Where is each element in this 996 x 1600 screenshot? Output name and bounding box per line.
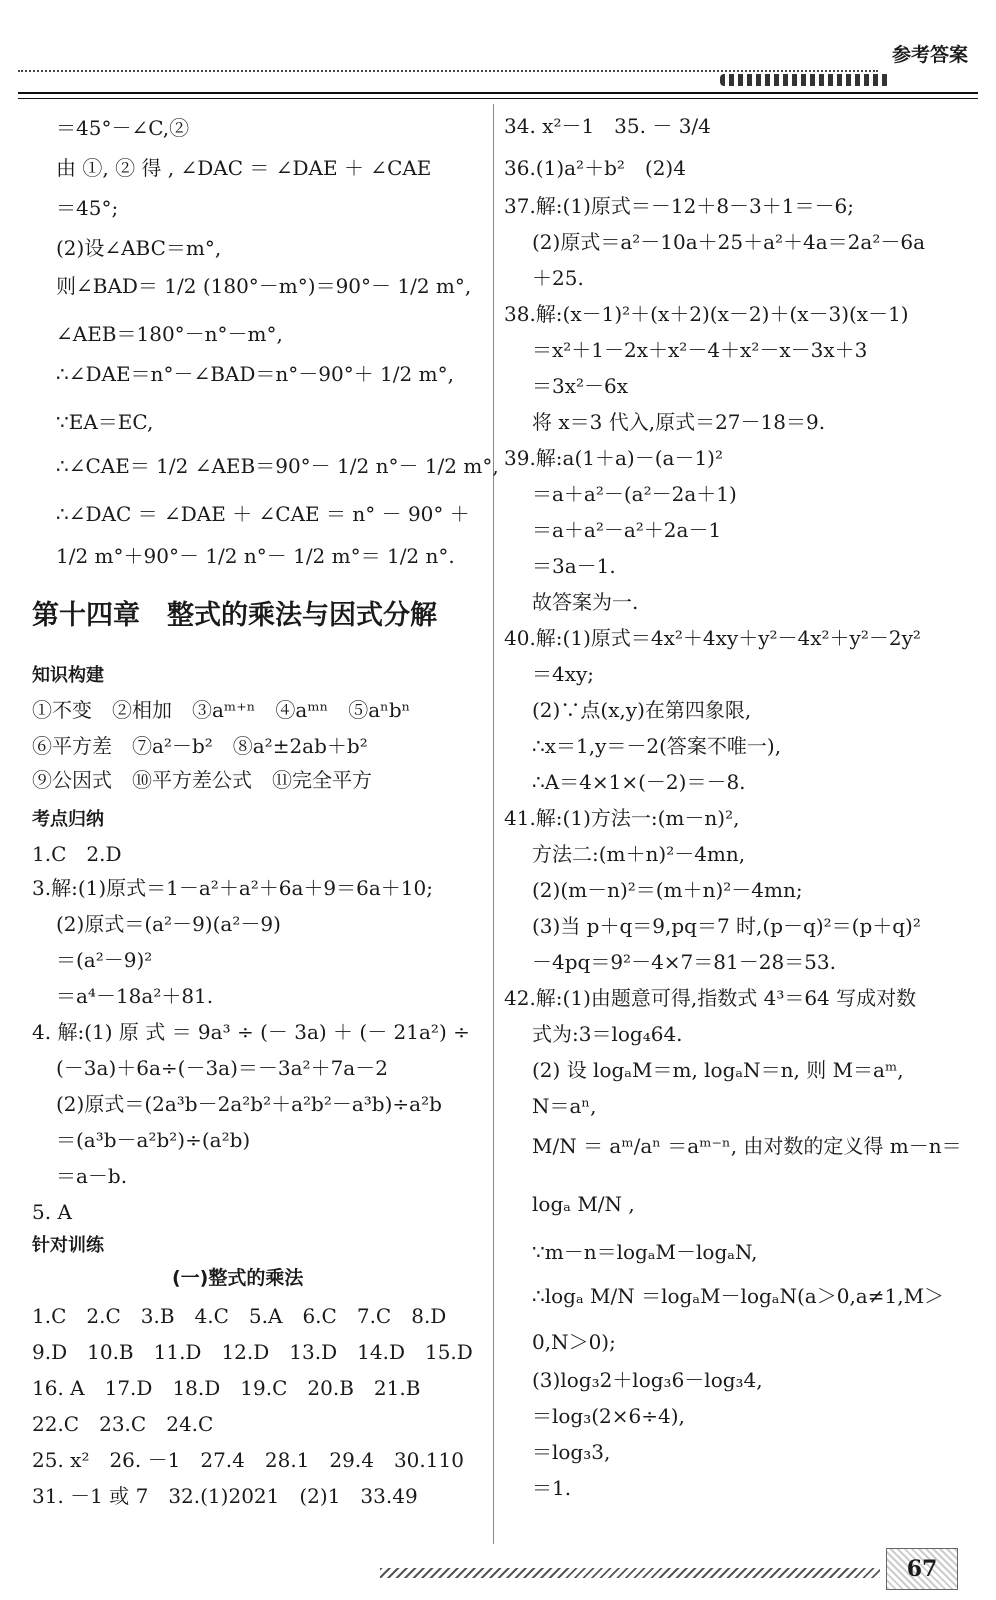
right-line: (3)当 p＋q＝9,pq＝7 时,(p－q)²＝(p＋q)²: [532, 914, 921, 938]
right-line: ＝4xy;: [532, 662, 595, 686]
left-line: (2)原式＝(a²－9)(a²－9): [56, 912, 281, 936]
right-line: 将 x＝3 代入,原式＝27－18＝9.: [532, 410, 826, 434]
right-line: 40.解:(1)原式＝4x²＋4xy＋y²－4x²＋y²－2y²: [504, 626, 921, 650]
left-line: ＝a－b.: [56, 1164, 128, 1188]
left-line: ∠AEB＝180°－n°－m°,: [56, 322, 283, 346]
right-line: ＝x²＋1－2x＋x²－4＋x²－x－3x＋3: [532, 338, 868, 362]
header-ornament: [720, 74, 890, 86]
right-line: 39.解:a(1＋a)－(a－1)²: [504, 446, 723, 470]
left-line: 知识构建: [32, 665, 104, 686]
left-line: ∴∠DAC ＝ ∠DAE ＋ ∠CAE ＝ n° － 90° ＋: [56, 502, 470, 526]
left-line: 考点归纳: [32, 809, 104, 830]
right-line: 36.(1)a²＋b² (2)4: [504, 156, 686, 180]
footer-stripe: [380, 1568, 880, 1578]
right-line: 34. x²－1 35. － 3/4: [504, 114, 711, 138]
right-line: 式为:3＝log₄64.: [532, 1022, 683, 1046]
right-line: ＝log₃(2×6÷4),: [532, 1404, 685, 1428]
right-line: (3)log₃2＋log₃6－log₃4,: [532, 1368, 763, 1392]
left-line: 由 ①, ② 得 , ∠DAC ＝ ∠DAE ＋ ∠CAE: [56, 156, 432, 180]
left-line: ＝(a³b－a²b²)÷(a²b): [56, 1128, 251, 1152]
column-divider: [493, 104, 494, 1544]
left-line: 第十四章 整式的乘法与因式分解: [32, 600, 437, 631]
left-line: 1/2 m°＋90°－ 1/2 n°－ 1/2 m°＝ 1/2 n°.: [56, 544, 455, 568]
left-line: ＝(a²－9)²: [56, 948, 153, 972]
page-number: 67: [886, 1548, 958, 1590]
left-line: ∴∠CAE＝ 1/2 ∠AEB＝90°－ 1/2 n°－ 1/2 m°,: [56, 454, 499, 478]
right-line: ＝1.: [532, 1476, 572, 1500]
right-line: ＋25.: [532, 266, 584, 290]
right-line: 0,N＞0);: [532, 1330, 616, 1354]
right-line: (2) 设 logₐM＝m, logₐN＝n, 则 M＝aᵐ,: [532, 1058, 904, 1082]
right-line: ∵m－n＝logₐM－logₐN,: [532, 1240, 758, 1264]
right-line: ∴A＝4×1×(－2)＝－8.: [532, 770, 746, 794]
right-line: ＝3x²－6x: [532, 374, 629, 398]
left-line: 1.C 2.C 3.B 4.C 5.A 6.C 7.C 8.D: [32, 1304, 447, 1328]
left-line: ∴∠DAE＝n°－∠BAD＝n°－90°＋ 1/2 m°,: [56, 362, 454, 386]
right-line: ∴x＝1,y＝－2(答案不唯一),: [532, 734, 782, 758]
right-line: (2)原式＝a²－10a＋25＋a²＋4a＝2a²－6a: [532, 230, 925, 254]
left-line: 1.C 2.D: [32, 842, 122, 866]
left-line: ∵EA＝EC,: [56, 410, 154, 434]
right-line: ＝3a－1.: [532, 554, 616, 578]
left-line: ＝45°－∠C,②: [56, 116, 190, 140]
left-line: 5. A: [32, 1200, 72, 1224]
left-line: 22.C 23.C 24.C: [32, 1412, 214, 1436]
left-line: (－3a)＋6a÷(－3a)＝－3a²＋7a－2: [56, 1056, 388, 1080]
right-line: 37.解:(1)原式＝－12＋8－3＋1＝－6;: [504, 194, 854, 218]
left-line: ①不变 ②相加 ③aᵐ⁺ⁿ ④aᵐⁿ ⑤aⁿbⁿ: [32, 698, 411, 722]
right-line: ＝a＋a²－a²＋2a－1: [532, 518, 722, 542]
right-line: －4pq＝9²－4×7＝81－28＝53.: [532, 950, 836, 974]
left-line: 针对训练: [32, 1235, 104, 1256]
left-line: 3.解:(1)原式＝1－a²＋a²＋6a＋9＝6a＋10;: [32, 876, 433, 900]
right-line: 41.解:(1)方法一:(m－n)²,: [504, 806, 740, 830]
left-line: ⑥平方差 ⑦a²－b² ⑧a²±2ab＋b²: [32, 734, 368, 758]
header-rule-thin: [18, 98, 978, 99]
header-title: 参考答案: [891, 44, 968, 66]
right-line: M/N ＝ aᵐ/aⁿ ＝aᵐ⁻ⁿ, 由对数的定义得 m－n＝: [532, 1134, 962, 1158]
left-line: (2)原式＝(2a³b－2a²b²＋a²b²－a³b)÷a²b: [56, 1092, 442, 1116]
right-line: 故答案为一.: [532, 590, 639, 614]
left-line: (2)设∠ABC＝m°,: [56, 236, 222, 260]
left-line: 16. A 17.D 18.D 19.C 20.B 21.B: [32, 1376, 421, 1400]
right-line: 方法二:(m＋n)²－4mn,: [532, 842, 746, 866]
right-line: ＝a＋a²－(a²－2a＋1): [532, 482, 737, 506]
right-line: (2)∵点(x,y)在第四象限,: [532, 698, 752, 722]
left-line: 31. －1 或 7 32.(1)2021 (2)1 33.49: [32, 1484, 418, 1508]
left-line: 则∠BAD＝ 1/2 (180°－m°)＝90°－ 1/2 m°,: [56, 274, 472, 298]
left-line: 25. x² 26. －1 27.4 28.1 29.4 30.110: [32, 1448, 464, 1472]
header-rule: [18, 92, 978, 94]
left-line: ＝45°;: [56, 196, 119, 220]
left-line: ＝a⁴－18a²＋81.: [56, 984, 214, 1008]
left-line: 4. 解:(1) 原 式 ＝ 9a³ ÷ (－ 3a) ＋ (－ 21a²) ÷: [32, 1020, 470, 1044]
left-line: (一)整式的乘法: [172, 1267, 304, 1289]
right-line: N＝aⁿ,: [532, 1094, 597, 1118]
left-line: ⑨公因式 ⑩平方差公式 ⑪完全平方: [32, 768, 372, 792]
right-line: ∴logₐ M/N ＝logₐM－logₐN(a＞0,a≠1,M＞: [532, 1284, 945, 1308]
right-line: ＝log₃3,: [532, 1440, 611, 1464]
right-line: 38.解:(x－1)²＋(x＋2)(x－2)＋(x－3)(x－1): [504, 302, 909, 326]
right-line: 42.解:(1)由题意可得,指数式 4³＝64 写成对数: [504, 986, 917, 1010]
right-line: (2)(m－n)²＝(m＋n)²－4mn;: [532, 878, 803, 902]
right-line: logₐ M/N ,: [532, 1192, 635, 1216]
left-line: 9.D 10.B 11.D 12.D 13.D 14.D 15.D: [32, 1340, 473, 1364]
header-dotted-rule: [18, 70, 878, 72]
